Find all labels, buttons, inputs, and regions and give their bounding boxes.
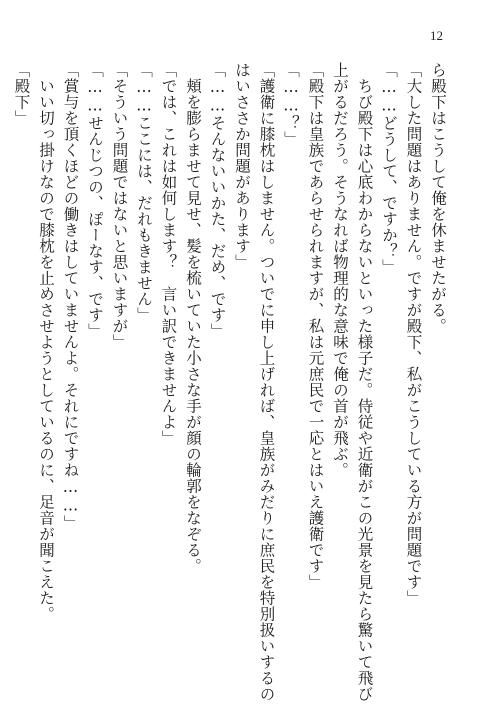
text-line: 「……？」 [282, 62, 300, 147]
text-line: 「大した問題はありません。ですが殿下、私がこうしている方が問題です」 [404, 62, 423, 606]
text-line: ちび殿下は心底わからないといった様子だ。侍従や近衛がこの光景を見たら驚いて飛び [355, 62, 374, 702]
text-line: 「……どうして、ですか？」 [380, 62, 398, 275]
text-line: 頬を膨らませて見せ、髪を梳いていた小さな手が顔の輪郭をなぞる。 [184, 62, 202, 574]
text-line: 「殿下」 [12, 62, 31, 126]
text-line: 「殿下は皇族であらせられますが、私は元庶民で一応とはいえ護衛です」 [306, 62, 325, 590]
text-line: ら殿下はこうして俺を休ませたがる。 [429, 62, 447, 334]
text-line: 「そういう問題ではないと思いますが」 [110, 62, 129, 350]
page-number: 12 [430, 28, 443, 43]
text-line: いい切っ掛けなので膝枕を止めさせようとしているのに、足音が聞こえた。 [37, 62, 55, 622]
text-line: 「賞与を頂くほどの働きはしていませんよ。それにですね……」 [61, 62, 80, 531]
text-line: はいささか問題があります」 [233, 62, 251, 270]
vertical-text-body [12, 62, 450, 702]
text-line: 上がるだろう。そうなれば物理的な意味で俺の首が飛ぶ。 [331, 62, 349, 478]
text-line: 「……せんじつの、ぽーなす、です」 [86, 62, 104, 339]
text-line: 「では、これは如何します？ 言い訳できませんよ」 [159, 62, 178, 446]
text-line: 「……そんないいかた、だめ、です」 [208, 62, 227, 339]
text-line: 「護衛に膝枕はしません。ついでに申し上げれば、皇族がみだりに庶民を特別扱いするの [257, 62, 276, 702]
text-line: 「……ここには、だれもきません」 [135, 62, 153, 323]
